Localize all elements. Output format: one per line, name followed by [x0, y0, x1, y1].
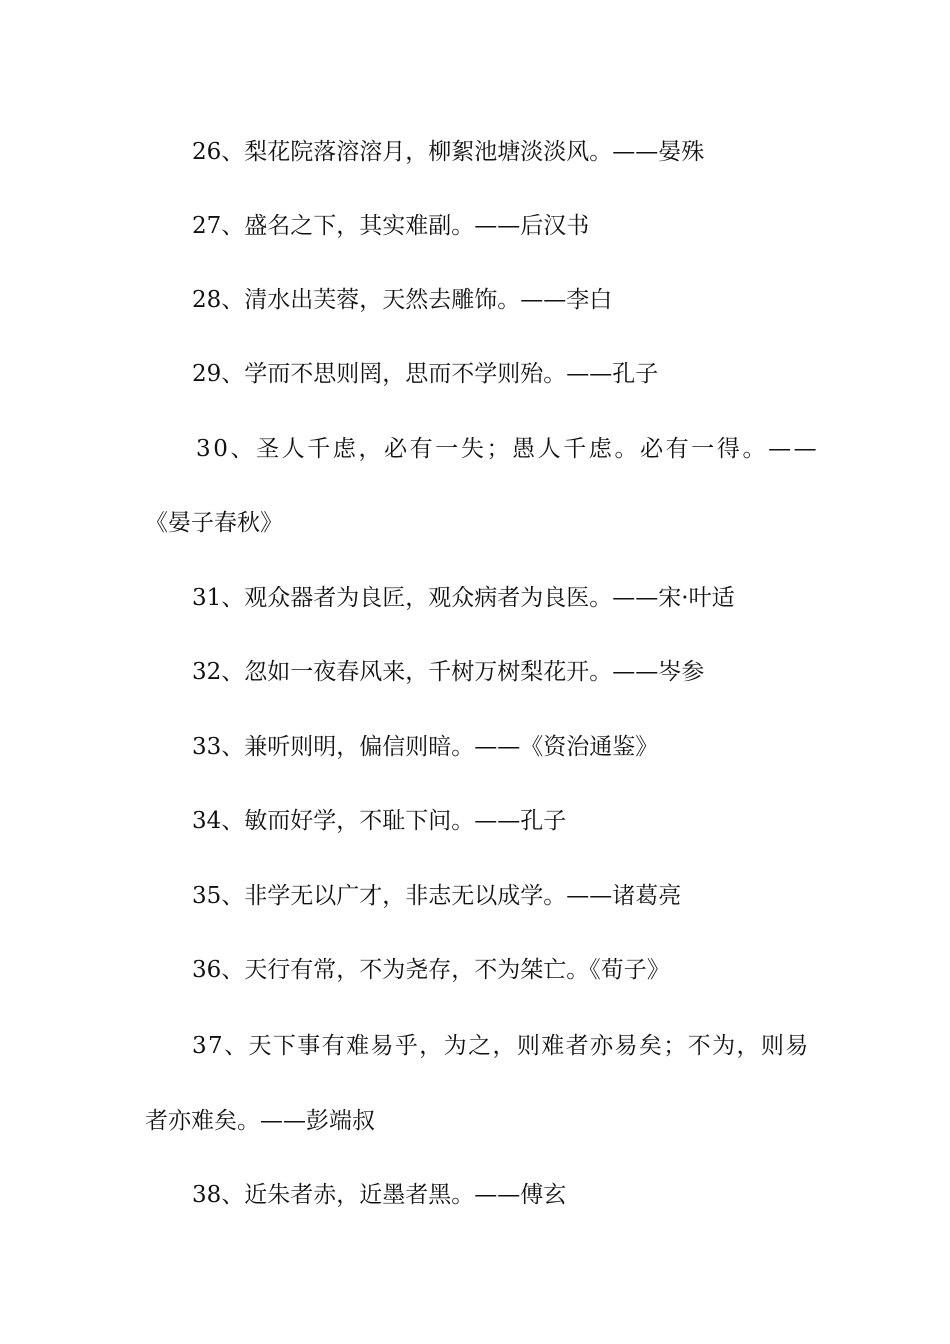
quote-line-38: 38、近朱者赤，近墨者黑。——傅玄	[192, 1182, 567, 1208]
quote-line-32: 32、忽如一夜春风来，千树万树梨花开。——岑参	[192, 659, 705, 685]
quote-line-28: 28、清水出芙蓉，天然去雕饰。——李白	[192, 287, 613, 313]
quote-line-30-continued: 《晏子春秋》	[145, 510, 283, 536]
quote-line-29: 29、学而不思则罔，思而不学则殆。——孔子	[192, 361, 659, 387]
quote-line-30: 30、圣人千虑，必有一失；愚人千虑。必有一得。——	[196, 436, 820, 462]
quote-line-34: 34、敏而好学，不耻下问。——孔子	[192, 808, 567, 834]
quote-line-33: 33、兼听则明，偏信则暗。——《资治通鉴》	[192, 734, 659, 760]
quote-line-26: 26、梨花院落溶溶月，柳絮池塘淡淡风。——晏殊	[192, 139, 705, 165]
quote-line-37: 37、天下事有难易乎，为之，则难者亦易矣；不为，则易	[192, 1033, 810, 1059]
quote-line-27: 27、盛名之下，其实难副。——后汉书	[192, 213, 590, 239]
quote-line-37-continued: 者亦难矣。——彭端叔	[145, 1108, 375, 1134]
quote-line-31: 31、观众器者为良匠，观众病者为良医。——宋·叶适	[192, 585, 735, 611]
quote-line-35: 35、非学无以广才，非志无以成学。——诸葛亮	[192, 883, 682, 909]
quote-line-36: 36、天行有常，不为尧存，不为桀亡。《荀子》	[192, 957, 670, 983]
